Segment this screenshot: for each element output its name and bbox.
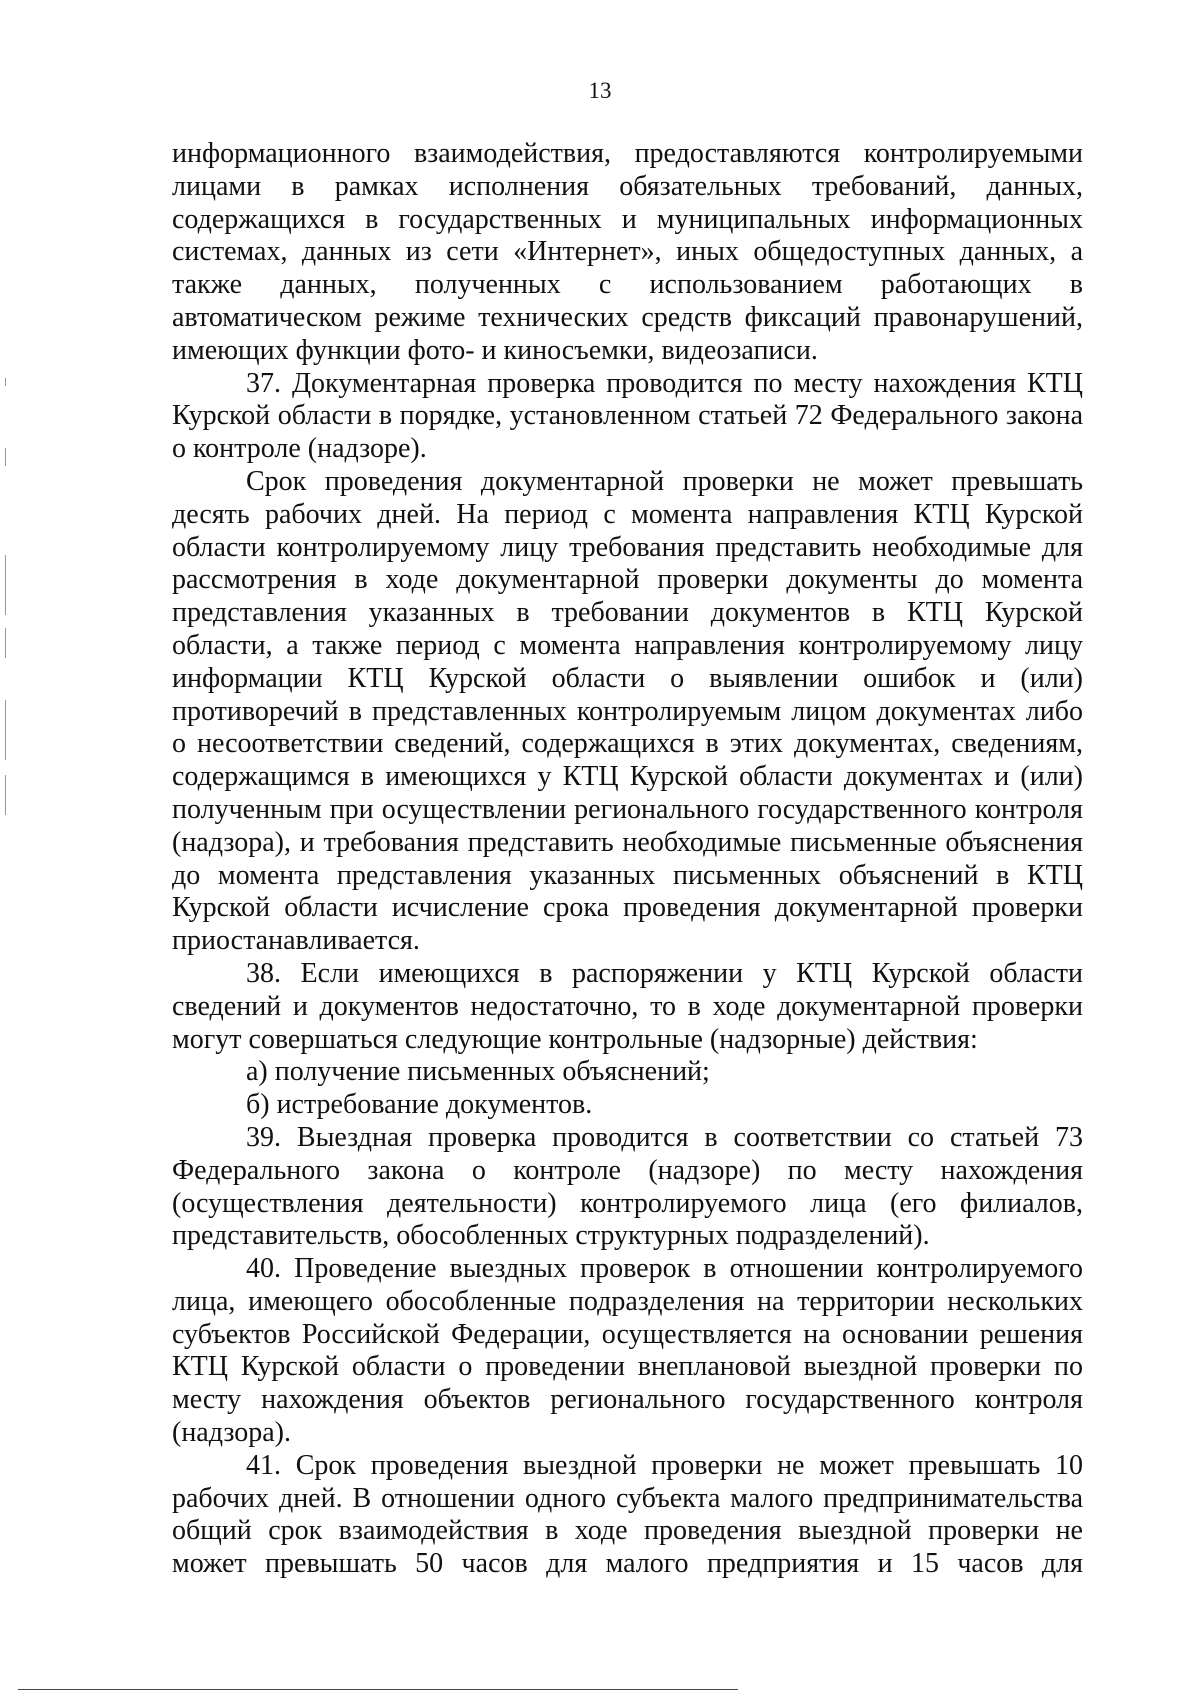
paragraph-continuation: информационного взаимодействия, предоставляются контролируемыми лицами в рамках исполнения обязательных требований, данных, содержащихся в государственных и муниципальных информационных системах, данных из сети «Интернет», иных общедоступных данных, а также данных, полученных с использованием работающих в автоматическом режиме технических средств фиксаций правонарушений, имеющих функции фото- и киносъемки, видеозаписи. xyxy=(172,138,1083,366)
scan-margin-mark xyxy=(5,628,6,658)
scan-bottom-edge xyxy=(18,1689,738,1690)
paragraph-documentary-check-term: Срок проведения документарной проверки не может превышать десять рабочих дней. На период с момента направления КТЦ Курской области контролируемому лицу требования представить необходимые для рассмотрения в ходе документарной проверки документы до момента представления указанных в требовании документов в КТЦ Курской области, а также период с момента направления контролируемому лицу информации КТЦ Курской области о выявлении ошибок и (или) противоречий в представленных контролируемым лицом документах либо о несоответствии сведений, содержащихся в этих документах, сведениям, содержащимся в имеющихся у КТЦ Курской области документах и (или) полученным при осуществлении регионального государственного контроля (надзора), и требования представить необходимые письменные объяснения до момента представления указанных письменных объяснений в КТЦ Курской области исчисление срока проведения документарной проверки приостанавливается. xyxy=(172,465,1083,957)
paragraph-39: 39. Выездная проверка проводится в соответствии со статьей 73 Федерального закона о контроле (надзоре) по месту нахождения (осуществления деятельности) контролируемого лица (его филиалов, представительств, обособленных структурных подразделений). xyxy=(172,1121,1083,1252)
scan-margin-mark xyxy=(5,555,6,615)
list-item-a: а) получение письменных объяснений; xyxy=(246,1056,710,1088)
paragraph-37: 37. Документарная проверка проводится по месту нахождения КТЦ Курской области в порядке, установленном статьей 72 Федерального закона о контроле (надзоре). xyxy=(172,367,1083,465)
scan-margin-mark xyxy=(5,775,6,815)
scan-margin-mark xyxy=(5,448,6,466)
paragraph-38: 38. Если имеющихся в распоряжении у КТЦ Курской области сведений и документов недостаточно, то в ходе документарной проверки могут совершаться следующие контрольные (надзорные) действия: xyxy=(172,957,1083,1055)
scan-margin-mark xyxy=(5,378,6,386)
document-body xyxy=(172,138,1083,1581)
page-number: 13 xyxy=(588,78,612,103)
scan-margin-mark xyxy=(5,700,6,760)
list-item-b: б) истребование документов. xyxy=(246,1089,593,1121)
paragraph-40: 40. Проведение выездных проверок в отношении контролируемого лица, имеющего обособленные подразделения на территории нескольких субъектов Российской Федерации, осуществляется на основании решения КТЦ Курской области о проведении внеплановой выездной проверки по месту нахождения объектов регионального государственного контроля (надзора). xyxy=(172,1253,1083,1449)
paragraph-41: 41. Срок проведения выездной проверки не может превышать 10 рабочих дней. В отношении одного субъекта малого предпринимательства общий срок взаимодействия в ходе проведения выездной проверки не может превышать 50 часов для малого предприятия и 15 часов для xyxy=(172,1449,1083,1580)
